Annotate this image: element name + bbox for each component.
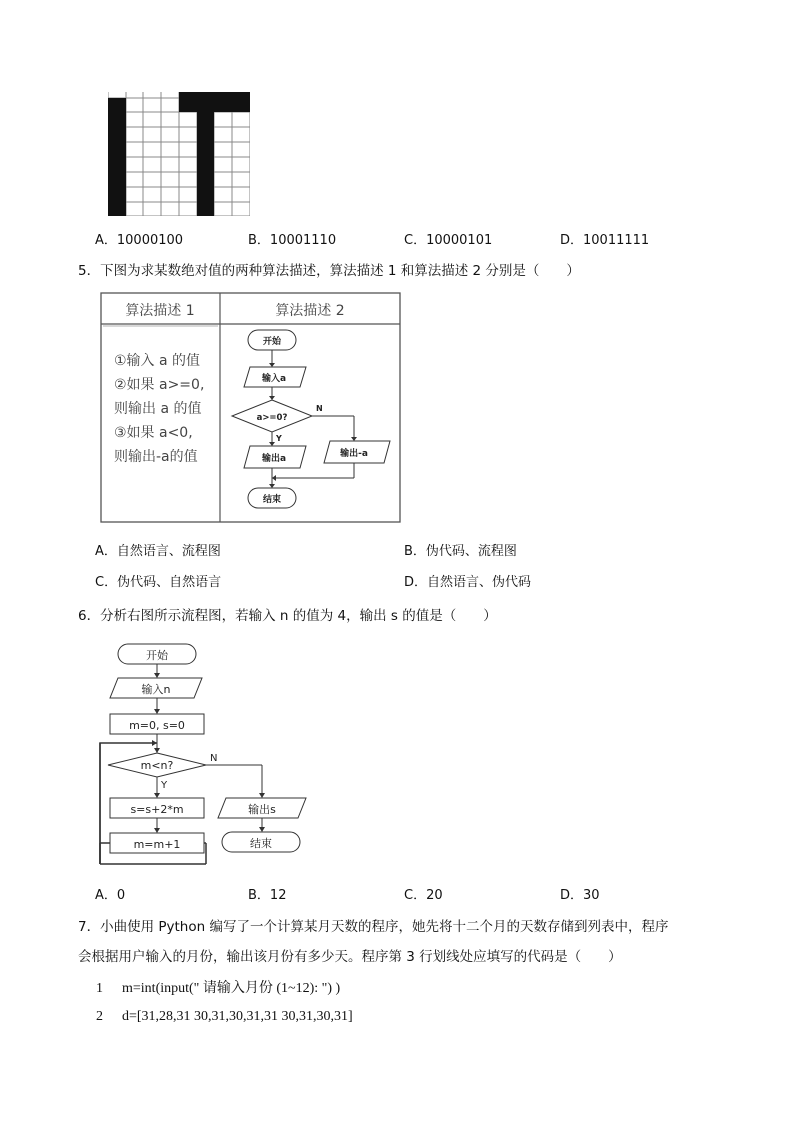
flow-out-a-label: 输出a (261, 454, 287, 464)
code-line-2 (96, 1009, 353, 1025)
q5-option-d[interactable]: D．自然语言、伪代码 (404, 575, 532, 590)
table-header-2: 算法描述 2 (275, 303, 345, 319)
code-line-text: m=int(input(" 请输入月份 (1~12): ") ) (122, 981, 341, 996)
q6-cond-label: m<n? (140, 759, 174, 772)
q5-option-a[interactable]: A．自然语言、流程图 (95, 544, 221, 559)
q5-option-c[interactable]: C．伪代码、自然语言 (95, 575, 222, 590)
q6-option-c[interactable]: C．20 (404, 888, 443, 903)
flow-input-label: 输入a (261, 374, 287, 384)
q4-option-b[interactable]: B．10001110 (248, 233, 337, 248)
q6-flowchart (96, 640, 310, 870)
q6-end-label: 结束 (250, 837, 272, 850)
q4-option-d[interactable]: D．10011111 (560, 233, 650, 248)
q5-option-b[interactable]: B．伪代码、流程图 (404, 544, 517, 559)
q6-inc-label: m=m+1 (133, 838, 181, 851)
code-line-no: 1 (96, 981, 103, 996)
q6-input-label: 输入n (141, 683, 171, 696)
table-header-1: 算法描述 1 (125, 303, 195, 319)
desc-line-1: ①输入 a 的值 (114, 353, 201, 369)
flow-out-neg-label: 输出-a (340, 449, 368, 459)
desc-line-4: ③如果 a<0, (114, 425, 193, 441)
q6-start-label: 开始 (146, 649, 168, 662)
desc-line-3: 则输出 a 的值 (114, 401, 202, 417)
q6-init-label: m=0, s=0 (129, 719, 185, 732)
q6-option-b[interactable]: B．12 (248, 888, 287, 903)
flow-start-label: 开始 (262, 337, 282, 347)
desc-line-2: ②如果 a>=0, (114, 377, 205, 393)
q6-stem: 6．分析右图所示流程图，若输入 n 的值为 4，输出 s 的值是（ ） (78, 608, 497, 624)
desc-line-5: 则输出-a的值 (114, 449, 198, 465)
flow-end-label: 结束 (262, 495, 282, 505)
q6-option-a[interactable]: A．0 (95, 888, 126, 903)
q6-no-label: N (210, 753, 218, 764)
q4-option-c[interactable]: C．10000101 (404, 233, 493, 248)
binary-grid-image (108, 92, 250, 216)
q6-output-label: 输出s (248, 803, 276, 816)
flow-yes-label: Y (276, 434, 282, 443)
q7-stem-line-1: 7．小曲使用 Python 编写了一个计算某月天数的程序，她先将十二个月的天数存储到列表中，程序 (78, 919, 669, 935)
q6-yes-label: Y (161, 780, 168, 791)
q6-body-label: s=s+2*m (130, 803, 184, 816)
q5-stem: 5．下图为求某数绝对值的两种算法描述，算法描述 1 和算法描述 2 分别是（ ） (78, 263, 580, 279)
code-line-1 (96, 977, 340, 997)
code-line-text: d=[31,28,31 30,31,30,31,31 30,31,30,31] (122, 1009, 353, 1024)
q7-stem-line-2: 会根据用户输入的月份，输出该月份有多少天。程序第 3 行划线处应填写的代码是（ ） (78, 949, 622, 965)
flow-no-label: N (316, 404, 323, 413)
flow-cond-label: a>=0? (256, 413, 288, 423)
q6-option-d[interactable]: D．30 (560, 888, 600, 903)
q5-algorithm-table (100, 292, 402, 523)
code-line-no: 2 (96, 1009, 103, 1024)
q4-option-a[interactable]: A．10000100 (95, 233, 184, 248)
